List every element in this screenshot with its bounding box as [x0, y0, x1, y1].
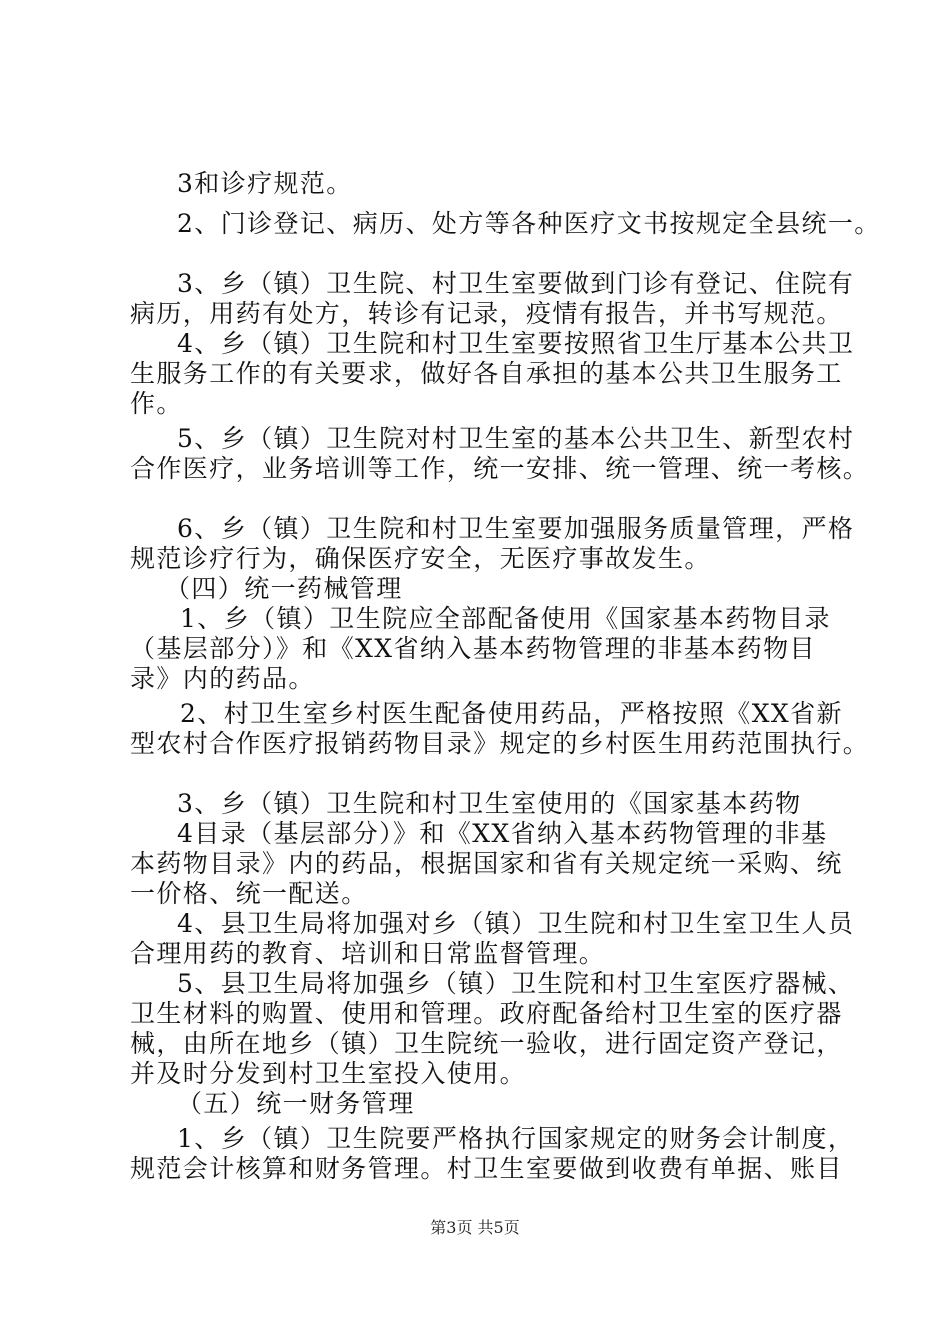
text-line: 6、乡（镇）卫生院和村卫生室要加强服务质量管理，严格	[177, 514, 855, 543]
text-line: 卫生材料的购置、使用和管理。政府配备给村卫生室的医疗器	[130, 999, 843, 1028]
text-line: 3、乡（镇）卫生院、村卫生室要做到门诊有登记、住院有	[177, 269, 855, 298]
text-line: 合理用药的教育、培训和日常监督管理。	[130, 939, 606, 968]
text-line: 规范会计核算和财务管理。村卫生室要做到收费有单据、账目	[130, 1154, 843, 1183]
text-line: 本药物目录》内的药品，根据国家和省有关规定统一采购、统	[130, 849, 843, 878]
text-line: 5、县卫生局将加强乡（镇）卫生院和村卫生室医疗器械、	[177, 969, 855, 998]
page-number-footer: 第3页 共5页	[430, 1218, 520, 1237]
text-line: 2、门诊登记、病历、处方等各种医疗文书按规定全县统一。	[177, 209, 881, 238]
text-line: 一价格、统一配送。	[130, 879, 368, 908]
text-line: 生服务工作的有关要求，做好各自承担的基本公共卫生服务工	[130, 359, 843, 388]
section-heading: （五）统一财务管理	[177, 1089, 415, 1118]
text-line: 4、县卫生局将加强对乡（镇）卫生院和村卫生室卫生人员	[177, 909, 855, 938]
text-line: 1、乡（镇）卫生院要严格执行国家规定的财务会计制度，	[177, 1124, 855, 1153]
section-heading: （四）统一药械管理	[165, 574, 403, 603]
text-line: 2、村卫生室乡村医生配备使用药品，严格按照《XX省新	[180, 699, 843, 728]
text-line: 作。	[130, 389, 183, 418]
text-line: 合作医疗，业务培训等工作，统一安排、统一管理、统一考核。	[130, 454, 870, 483]
text-line: 病历，用药有处方，转诊有记录，疫情有报告，并书写规范。	[130, 299, 843, 328]
text-line: 械，由所在地乡（镇）卫生院统一验收，进行固定资产登记，	[130, 1029, 843, 1058]
text-line: 录》内的药品。	[130, 664, 315, 693]
text-line: 规范诊疗行为，确保医疗安全，无医疗事故发生。	[130, 544, 711, 573]
text-line: 1、乡（镇）卫生院应全部配备使用《国家基本药物目录	[180, 604, 831, 633]
text-line: 3和诊疗规范。	[177, 169, 353, 198]
text-line: 5、乡（镇）卫生院对村卫生室的基本公共卫生、新型农村	[177, 424, 855, 453]
text-line: 并及时分发到村卫生室投入使用。	[130, 1059, 527, 1088]
text-line: 4、乡（镇）卫生院和村卫生室要按照省卫生厅基本公共卫	[177, 329, 855, 358]
text-line: 3、乡（镇）卫生院和村卫生室使用的《国家基本药物	[177, 789, 802, 818]
text-line: 型农村合作医疗报销药物目录》规定的乡村医生用药范围执行。	[130, 729, 870, 758]
text-line: （基层部分）》和《XX省纳入基本药物管理的非基本药物目	[130, 634, 816, 663]
text-line: 4目录（基层部分）》和《XX省纳入基本药物管理的非基	[177, 819, 828, 848]
